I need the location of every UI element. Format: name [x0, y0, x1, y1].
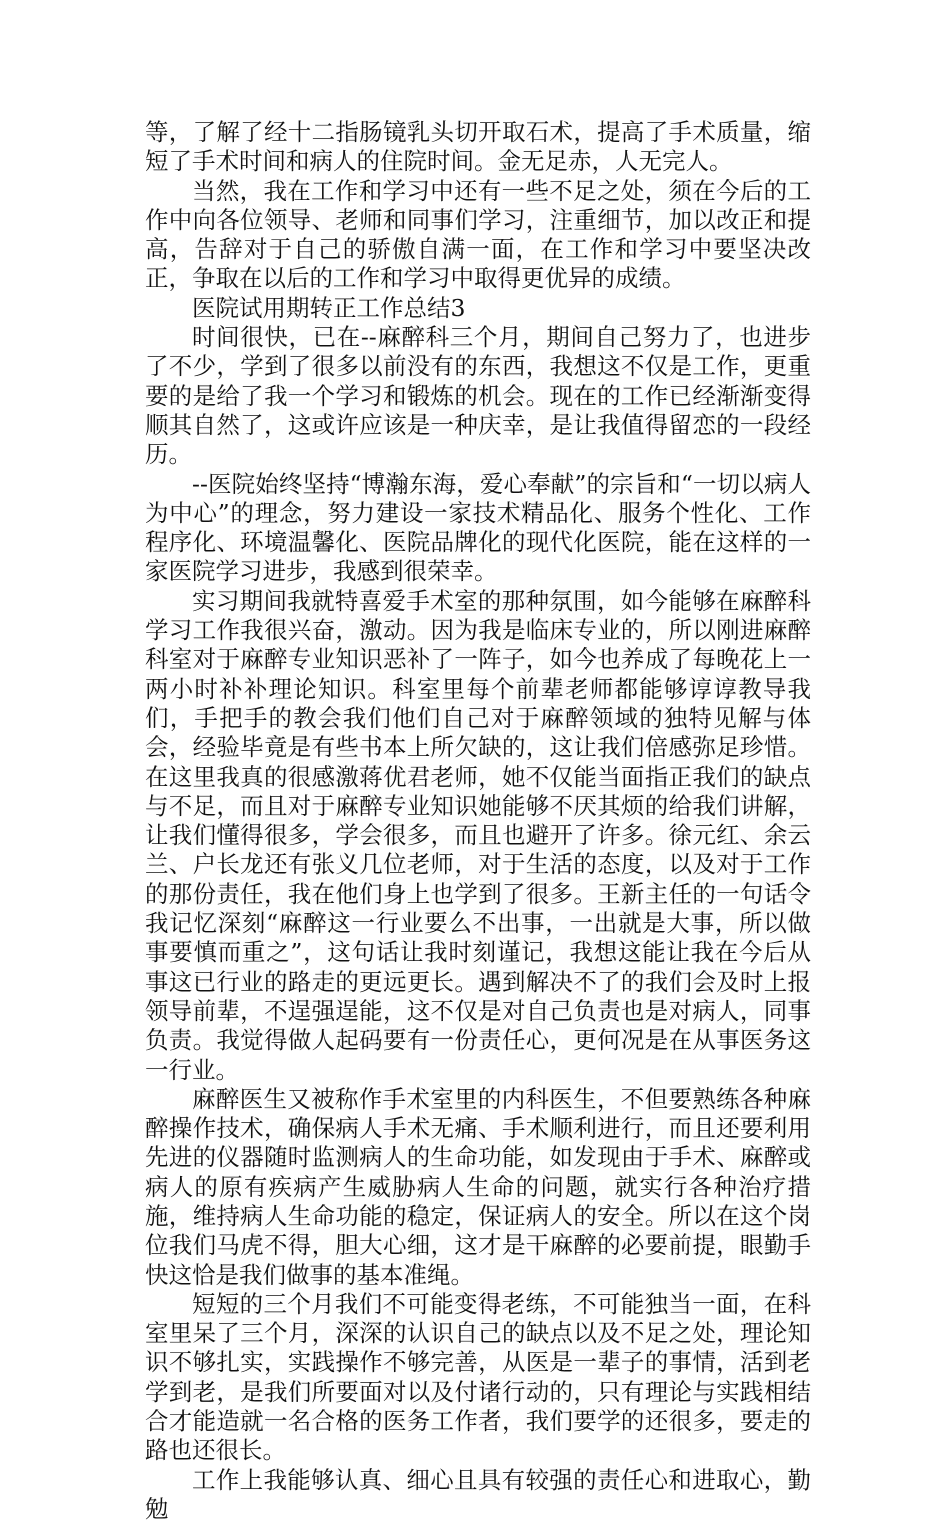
document-page — [145, 118, 811, 1524]
paragraph-work-attitude: 工作上我能够认真、细心且具有较强的责任心和进取心，勤勉 — [145, 1465, 811, 1523]
paragraph-three-months: 时间很快，已在--麻醉科三个月，期间自己努力了，也进步了不少，学到了很多以前没有的东西，我想这不仅是工作，更重要的是给了我一个学习和锻炼的机会。现在的工作已经渐渐变得顺其自然了，这或许应该是一种庆幸，是让我值得留恋的一段经历。 — [145, 323, 811, 469]
paragraph-continuation: 等，了解了经十二指肠镜乳头切开取石术，提高了手术质量，缩短了手术时间和病人的住院时间。金无足赤，人无完人。 — [145, 118, 811, 176]
paragraph-internship: 实习期间我就特喜爱手术室的那种氛围，如今能够在麻醉科学习工作我很兴奋，激动。因为我是临床专业的，所以刚进麻醉科室对于麻醉专业知识恶补了一阵子，如今也养成了每晚花上一两小时补补理论知识。科室里每个前辈老师都能够谆谆教导我们，手把手的教会我们他们自己对于麻醉领域的独特见解与体会，经验毕竟是有些书本上所欠缺的，这让我们倍感弥足珍惜。在这里我真的很感激蒋优君老师，她不仅能当面指正我们的缺点与不足，而且对于麻醉专业知识她能够不厌其烦的给我们讲解，让我们懂得很多，学会很多，而且也避开了许多。徐元红、余云兰、户长龙还有张义几位老师，对于生活的态度，以及对于工作的那份责任，我在他们身上也学到了很多。王新主任的一句话令我记忆深刻“麻醉这一行业要么不出事，一出就是大事，所以做事要慎而重之”，这句话让我时刻谨记，我想这能让我在今后从事这已行业的路走的更远更长。遇到解决不了的我们会及时上报领导前辈，不逞强逞能，这不仅是对自己负责也是对病人，同事负责。我觉得做人起码要有一份责任心，更何况是在从事医务这一行业。 — [145, 586, 811, 1084]
paragraph-anesthesiologist-role: 麻醉医生又被称作手术室里的内科医生，不但要熟练各种麻醉操作技术，确保病人手术无痛、手术顺利进行，而且还要利用先进的仪器随时监测病人的生命功能，如发现由于手术、麻醉或病人的原有疾病产生威胁病人生命的问题，就实行各种治疗措施，维持病人生命功能的稳定，保证病人的安全。所以在这个岗位我们马虎不得，胆大心细，这才是干麻醉的必要前提，眼勤手快这恰是我们做事的基本准绳。 — [145, 1084, 811, 1289]
paragraph-shortcomings: 当然，我在工作和学习中还有一些不足之处，须在今后的工作中向各位领导、老师和同事们学习，注重细节，加以改正和提高，告辞对于自己的骄傲自满一面，在工作和学习中要坚决改正，争取在以后的工作和学习中取得更优异的成绩。 — [145, 176, 811, 293]
paragraph-hospital-mission: --医院始终坚持“博瀚东海，爱心奉献”的宗旨和“一切以病人为中心”的理念，努力建设一家技术精品化、服务个性化、工作程序化、环境温馨化、医院品牌化的现代化医院，能在这样的一家医院学习进步，我感到很荣幸。 — [145, 469, 811, 586]
section-heading: 医院试用期转正工作总结3 — [192, 293, 466, 322]
paragraph-self-reflection: 短短的三个月我们不可能变得老练，不可能独当一面，在科室里呆了三个月，深深的认识自己的缺点以及不足之处，理论知识不够扎实，实践操作不够完善，从医是一辈子的事情，活到老学到老，是我们所要面对以及付诸行动的，只有理论与实践相结合才能造就一名合格的医务工作者，我们要学的还很多，要走的路也还很长。 — [145, 1289, 811, 1465]
